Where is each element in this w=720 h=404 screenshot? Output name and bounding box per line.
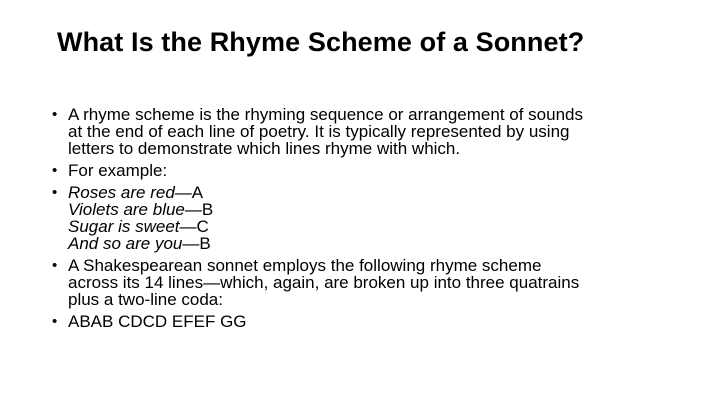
bullet-marker: • <box>52 162 58 179</box>
bullet-for-example <box>52 162 692 179</box>
bullet-shakespearean-sonnet <box>52 257 692 308</box>
bullet-text-line: ABAB CDCD EFEF GG <box>68 312 247 331</box>
bullet-marker: • <box>52 106 58 123</box>
bullet-example-poem <box>52 184 692 252</box>
bullet-marker: • <box>52 257 58 274</box>
poem-line <box>68 218 692 235</box>
bullet-list <box>52 106 692 335</box>
bullet-rhyme-scheme-definition <box>52 106 692 157</box>
bullet-marker: • <box>52 313 58 330</box>
bullet-text-line: A Shakespearean sonnet employs the following rhyme scheme <box>68 256 542 275</box>
rhyme-letter: —B <box>184 200 214 219</box>
rhyme-letter: —B <box>182 234 211 253</box>
poem-line-text: Sugar is sweet <box>68 217 180 236</box>
rhyme-letter: —C <box>179 217 209 236</box>
bullet-text-line: at the end of each line of poetry. It is typically represented by using <box>68 122 570 141</box>
poem-line <box>68 201 692 218</box>
bullet-rhyme-pattern <box>52 313 692 330</box>
poem-line <box>68 235 692 252</box>
rhyme-letter: —A <box>174 183 204 202</box>
poem-line <box>68 184 692 201</box>
bullet-marker: • <box>52 184 58 201</box>
poem-line-text: Violets are blue <box>68 200 185 219</box>
bullet-text-line: For example: <box>68 161 168 180</box>
bullet-text-line: across its 14 lines—which, again, are broken up into three quatrains <box>68 273 580 292</box>
bullet-text-line: A rhyme scheme is the rhyming sequence or arrangement of sounds <box>68 105 583 124</box>
poem-line-text: And so are you <box>68 234 183 253</box>
poem-line-text: Roses are red <box>68 183 175 202</box>
slide-title: What Is the Rhyme Scheme of a Sonnet? <box>57 27 585 57</box>
bullet-text-line: plus a two-line coda: <box>68 290 223 309</box>
bullet-text-line: letters to demonstrate which lines rhyme with which. <box>68 139 461 158</box>
